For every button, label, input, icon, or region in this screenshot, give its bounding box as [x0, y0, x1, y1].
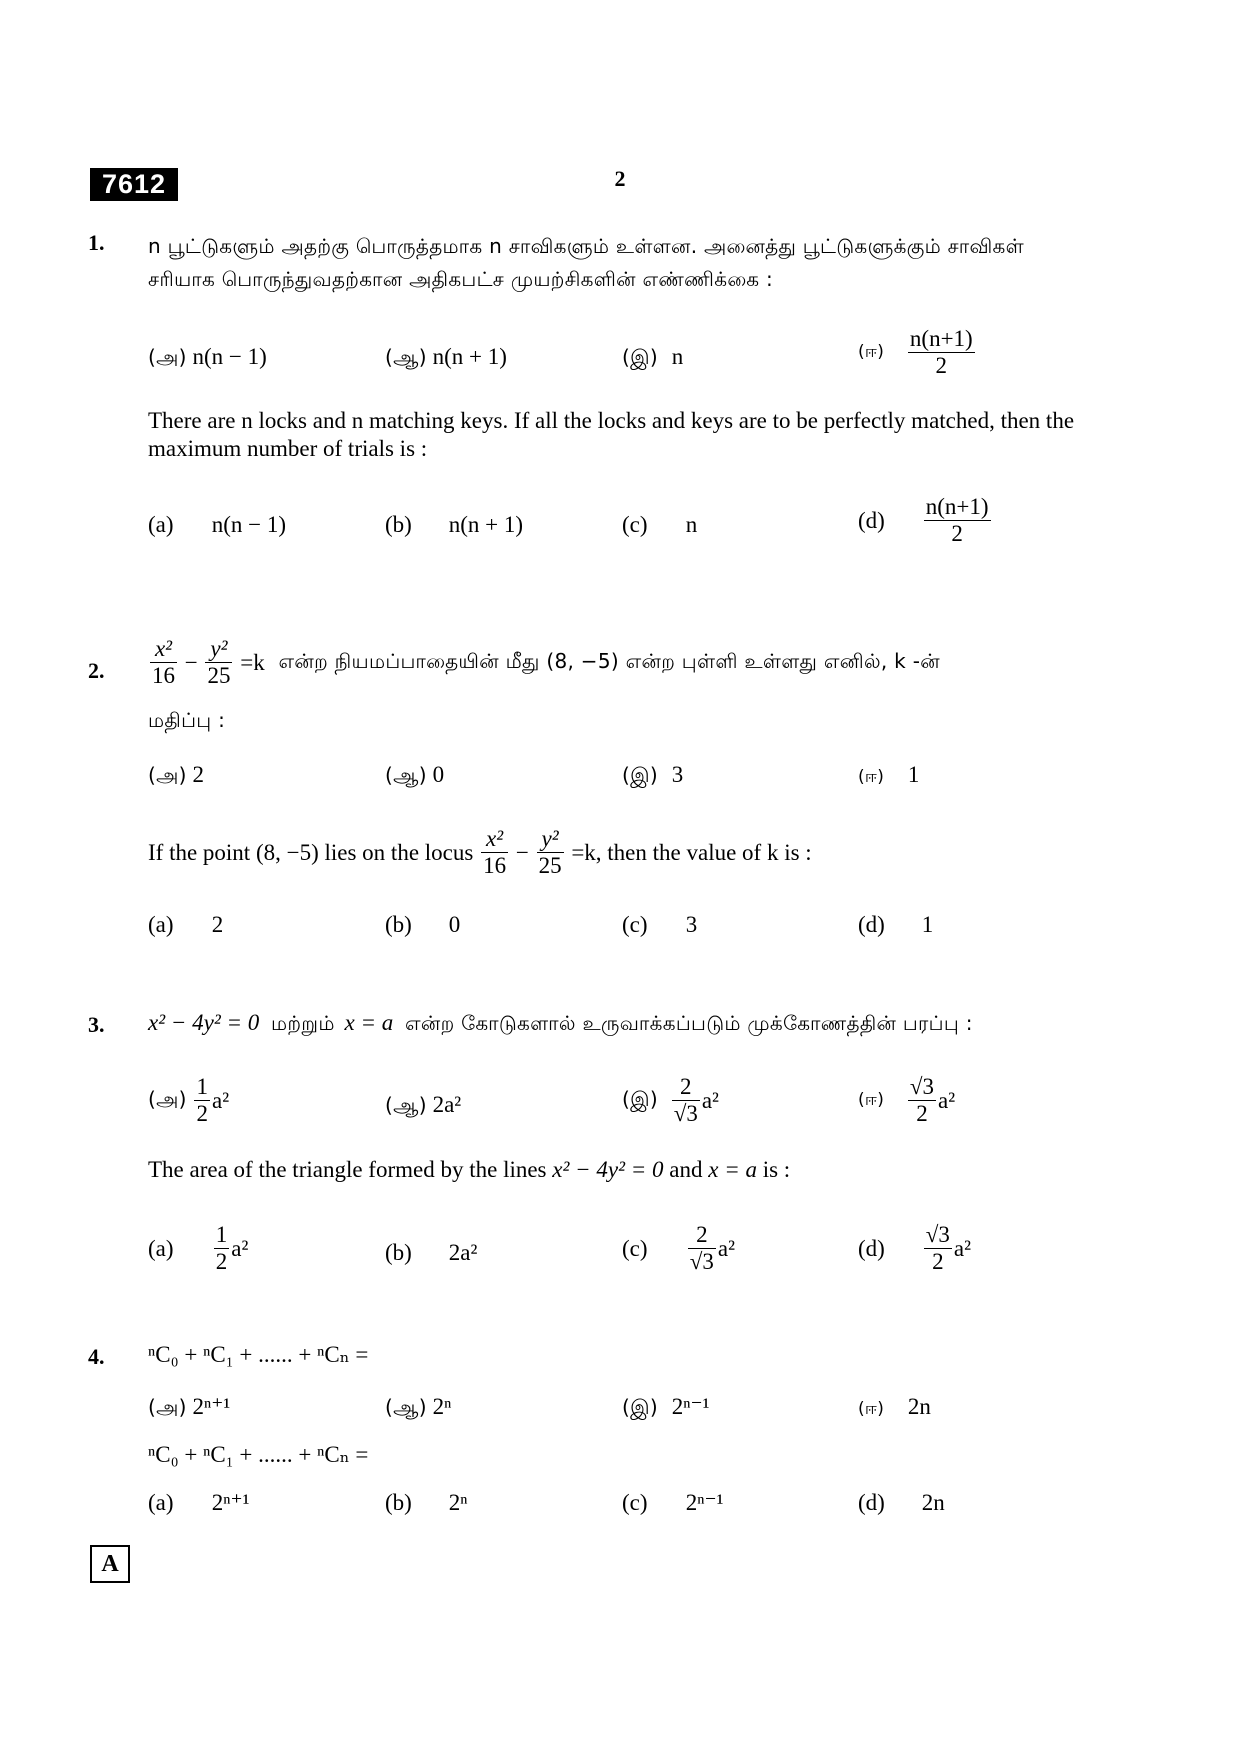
question-1-tamil-option-d[interactable]: (ஈ) $\frac{n(n+1)}{2}$	[858, 326, 973, 379]
question-3-tamil-option-a[interactable]: (அ) $\frac{1}{2}$ a²	[148, 1074, 230, 1127]
fraction: $\frac{\text{x²}}{16}$	[152, 636, 175, 689]
paper-code-badge: 7612	[90, 168, 178, 201]
fraction: $\frac{1}{2}$	[196, 1074, 208, 1127]
question-4-english-expression: ⁿC₀ + ⁿC₁ + ...... + ⁿCₙ =	[148, 1442, 369, 1467]
fraction: $\frac{n(n+1)}{2}$	[909, 326, 973, 379]
question-2-tamil-option-d[interactable]: (ஈ) 1	[858, 762, 920, 787]
question-2-number: 2.	[88, 658, 105, 683]
question-1-number: 1.	[88, 230, 105, 255]
question-4-option-a[interactable]: (a) 2ⁿ⁺¹	[148, 1490, 250, 1515]
fraction: $\frac{\text{x²}}{16}$	[483, 826, 507, 879]
fraction: $\frac{2}{√3}$	[673, 1074, 698, 1127]
question-4-tamil-option-c[interactable]: (இ) 2ⁿ⁻¹	[622, 1394, 710, 1419]
question-4-tamil-expression: ⁿC₀ + ⁿC₁ + ...... + ⁿCₙ =	[148, 1342, 369, 1367]
question-2-option-a[interactable]: (a) 2	[148, 912, 224, 937]
question-2-tamil-option-b[interactable]: (ஆ) 0	[385, 762, 445, 787]
question-3-option-d[interactable]: (d) $\frac{√3}{2}$ a²	[858, 1222, 971, 1275]
question-2-option-d[interactable]: (d) 1	[858, 912, 934, 937]
question-2-english-stem: If the point (8, −5) lies on the locus $\frac{\text{x²}}{16}$ − $\frac{\text{y²}}{25}$ =k, then the value of k is :	[148, 826, 812, 879]
question-2-option-c[interactable]: (c) 3	[622, 912, 698, 937]
question-4-tamil-option-a[interactable]: (அ) 2ⁿ⁺¹	[148, 1394, 231, 1419]
booklet-series-badge: A	[90, 1545, 130, 1583]
fraction: $\frac{n(n+1)}{2}$	[925, 494, 989, 547]
question-3-english-stem: The area of the triangle formed by the lines x² − 4y² = 0 and x = a is :	[148, 1157, 791, 1182]
question-4-number: 4.	[88, 1344, 105, 1369]
question-3-tamil-option-d[interactable]: (ஈ) $\frac{√3}{2}$ a²	[858, 1074, 956, 1127]
fraction: $\frac{\text{y²}}{25}$	[207, 636, 231, 689]
question-1-english-text: There are n locks and n matching keys. If all the locks and keys are to be perfectly matched, then the maximum number of trials is :	[148, 408, 1075, 461]
fraction: $\frac{√3}{2}$	[909, 1074, 935, 1127]
fraction: $\frac{1}{2}$	[215, 1222, 228, 1275]
question-2-option-b[interactable]: (b) 0	[385, 912, 461, 937]
question-1-tamil-option-b[interactable]: (ஆ) n(n + 1)	[385, 344, 507, 369]
question-2-tamil-option-a[interactable]: (அ) 2	[148, 762, 204, 787]
question-1-option-b[interactable]: (b) n(n + 1)	[385, 512, 524, 537]
question-3-tamil-stem: x² − 4y² = 0 மற்றும் x = a என்ற கோடுகளால் உருவாக்கப்படும் முக்கோணத்தின் பரப்பு :	[148, 1010, 973, 1035]
fraction: $\frac{2}{√3}$	[689, 1222, 714, 1275]
question-1-tamil-option-a[interactable]: (அ) n(n − 1)	[148, 344, 267, 369]
question-3-option-c[interactable]: (c) $\frac{2}{√3}$ a²	[622, 1222, 735, 1275]
question-3-tamil-option-b[interactable]: (ஆ) 2a²	[385, 1092, 462, 1117]
question-4-tamil-option-b[interactable]: (ஆ) 2ⁿ	[385, 1394, 452, 1419]
question-4-option-c[interactable]: (c) 2ⁿ⁻¹	[622, 1490, 724, 1515]
question-1-option-d[interactable]: (d) $\frac{n(n+1)}{2}$	[858, 494, 989, 547]
question-3-number: 3.	[88, 1012, 105, 1037]
fraction: $\frac{\text{y²}}{25}$	[538, 826, 562, 879]
question-3-tamil-option-c[interactable]: (இ) $\frac{2}{√3}$ a²	[622, 1074, 719, 1127]
question-1-option-a[interactable]: (a) n(n − 1)	[148, 512, 287, 537]
question-4-option-b[interactable]: (b) 2ⁿ	[385, 1490, 468, 1515]
question-4-option-d[interactable]: (d) 2n	[858, 1490, 945, 1515]
question-2-tamil-option-c[interactable]: (இ) 3	[622, 762, 684, 787]
question-3-option-b[interactable]: (b) 2a²	[385, 1240, 478, 1265]
fraction: $\frac{√3}{2}$	[925, 1222, 950, 1275]
question-4-tamil-option-d[interactable]: (ஈ) 2n	[858, 1394, 931, 1419]
page-number: 2	[614, 166, 626, 191]
question-1-tamil-text: n பூட்டுகளும் அதற்கு பொருத்தமாக n சாவிகளும் உள்ளன. அனைத்து பூட்டுகளுக்கும் சாவிகள் சரியாக பொருந்துவதற்கான அதிகபட்ச முயற்சிகளின் எண்ணிக்கை :	[148, 234, 1024, 291]
question-2-tamil-text-line2: மதிப்பு :	[148, 708, 226, 732]
question-2-tamil-stem: $\frac{\text{x²}}{16}$ − $\frac{\text{y²}}{25}$ =k என்ற நியமப்பாதையின் மீது (8, −5) என்ற புள்ளி உள்ளது எனில், k -ன்	[152, 636, 940, 689]
question-1-option-c[interactable]: (c) n	[622, 512, 698, 537]
question-3-option-a[interactable]: (a) $\frac{1}{2}$ a²	[148, 1222, 249, 1275]
question-1-tamil-option-c[interactable]: (இ) n	[622, 344, 684, 369]
